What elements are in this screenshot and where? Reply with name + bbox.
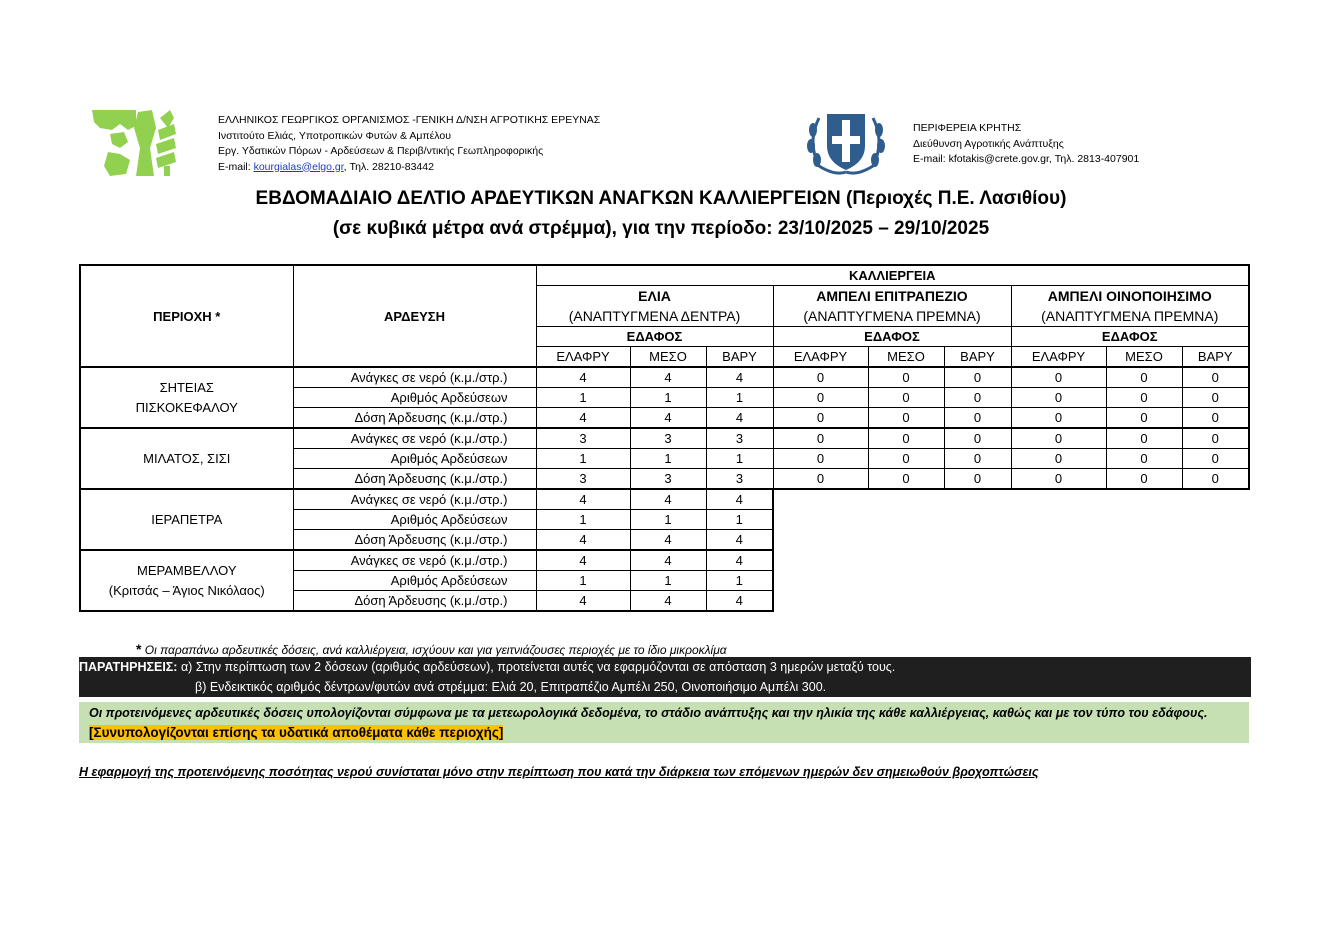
value-cell: 4 — [706, 530, 773, 551]
value-cell: 4 — [630, 530, 706, 551]
value-cell: 0 — [1182, 408, 1249, 429]
crop-name: ΕΛΙΑ — [536, 286, 773, 307]
soil-type: ΕΛΑΦΡΥ — [773, 347, 868, 368]
soil-type: ΜΕΣΟ — [868, 347, 944, 368]
value-cell: 1 — [536, 510, 630, 530]
region-name-cell — [80, 550, 293, 611]
directorate-name: Διεύθυνση Αγροτικής Ανάπτυξης — [913, 137, 1064, 150]
region-contact: E-mail: kfotakis@crete.gov.gr, Τηλ. 2813-407901 — [913, 153, 1140, 165]
value-cell: 0 — [1106, 367, 1182, 388]
region-subname: (Κριτσάς – Άγιος Νικόλαος) — [108, 582, 265, 598]
soil-type: ΒΑΡΥ — [944, 347, 1011, 368]
soil-label: ΕΔΑΦΟΣ — [536, 327, 773, 347]
soil-type: ΜΕΣΟ — [1106, 347, 1182, 368]
value-cell: 0 — [868, 367, 944, 388]
value-cell: 4 — [706, 591, 773, 612]
col-header-region: ΠΕΡΙΟΧΗ * — [80, 265, 293, 367]
row-label: Ανάγκες σε νερό (κ.μ./στρ.) — [293, 367, 536, 388]
value-cell: 4 — [536, 408, 630, 429]
elgo-logo — [90, 108, 182, 178]
note-a: α) Στην περίπτωση των 2 δόσεων (αριθμός αρδεύσεων), προτείνεται αυτές να εφαρμόζονται σε απόσταση 3 ημερών μεταξύ τους. — [177, 660, 896, 674]
value-cell: 0 — [944, 388, 1011, 408]
footnote — [136, 641, 727, 657]
value-cell: 4 — [630, 591, 706, 612]
value-cell: 1 — [706, 388, 773, 408]
footnote-text: Οι παραπάνω αρδευτικές δόσεις, ανά καλλιέργεια, ισχύουν και για γειτνιάζουσες περιοχές με το ίδιο μικροκλίμα — [141, 643, 727, 657]
soil-type: ΒΑΡΥ — [706, 347, 773, 368]
value-cell: 1 — [536, 449, 630, 469]
crop-subtitle: (ΑΝΑΠΤΥΓΜΕΝΑ ΔΕΝΤΡΑ) — [536, 306, 773, 327]
region-name: ΜΕΡΑΜΒΕΛΛΟΥ — [136, 562, 237, 578]
value-cell: 0 — [868, 428, 944, 449]
crop-name: ΑΜΠΕΛΙ ΕΠΙΤΡΑΠΕΖΙΟ — [773, 286, 1011, 307]
value-cell: 0 — [944, 367, 1011, 388]
value-cell: 0 — [1106, 408, 1182, 429]
region-rows — [80, 367, 1249, 611]
value-cell: 0 — [944, 408, 1011, 429]
value-cell: 4 — [706, 489, 773, 510]
info-box — [79, 702, 1249, 743]
soil-label: ΕΔΑΦΟΣ — [1011, 327, 1249, 347]
value-cell: 4 — [706, 367, 773, 388]
value-cell: 4 — [536, 591, 630, 612]
header-row-1 — [80, 265, 1249, 286]
region-name: ΠΕΡΙΦΕΡΕΙΑ ΚΡΗΤΗΣ — [913, 122, 1022, 134]
value-cell: 1 — [536, 388, 630, 408]
contact-line — [218, 160, 600, 176]
value-cell: 3 — [706, 469, 773, 490]
row-label: Δόση Άρδευσης (κ.μ./στρ.) — [293, 530, 536, 551]
crop-subtitle: (ΑΝΑΠΤΥΓΜΕΝΑ ΠΡΕΜΝΑ) — [773, 306, 1011, 327]
value-cell: 0 — [1011, 449, 1106, 469]
value-cell: 1 — [630, 571, 706, 591]
region-name: ΣΗΤΕΙΑΣ — [159, 379, 214, 395]
table-row — [80, 550, 1249, 571]
col-header-crops: ΚΑΛΛΙΕΡΓΕΙΑ — [536, 265, 1249, 286]
page-title: ΕΒΔΟΜΑΔΙΑΙΟ ΔΕΛΤΙΟ ΑΡΔΕΥΤΙΚΩΝ ΑΝΑΓΚΩΝ ΚΑΛΛΙΕΡΓΕΙΩΝ (Περιοχές Π.Ε. Λασιθίου) — [255, 188, 1067, 209]
notes-box — [79, 657, 1251, 697]
irrigation-table — [79, 264, 1250, 612]
region-subname: ΠΙΣΚΟΚΕΦΑΛΟΥ — [135, 399, 238, 415]
institute-name: Ινστιτούτο Ελιάς, Υποτροπικών Φυτών & Αμπέλου — [218, 129, 451, 142]
value-cell: 1 — [630, 449, 706, 469]
row-label: Δόση Άρδευσης (κ.μ./στρ.) — [293, 408, 536, 429]
info-highlight: [Συνυπολογίζονται επίσης τα υδατικά αποθέματα κάθε περιοχής] — [89, 725, 504, 740]
value-cell: 0 — [1106, 388, 1182, 408]
header-left-text — [218, 113, 600, 175]
value-cell: 1 — [706, 510, 773, 530]
note-b: β) Ενδεικτικός αριθμός δέντρων/φυτών ανά στρέμμα: Ελιά 20, Επιτραπέζιο Αμπέλι 250, Οινοποιήσιμο Αμπέλι 300. — [195, 680, 827, 694]
col-header-irrigation: ΑΡΔΕΥΣΗ — [293, 265, 536, 367]
region-name-cell — [80, 489, 293, 550]
value-cell: 1 — [630, 510, 706, 530]
soil-label: ΕΔΑΦΟΣ — [773, 327, 1011, 347]
value-cell: 0 — [1106, 428, 1182, 449]
table-row — [80, 489, 1249, 510]
value-cell: 4 — [706, 550, 773, 571]
email-prefix: E-mail: — [218, 160, 254, 173]
value-cell: 0 — [773, 449, 868, 469]
value-cell: 4 — [536, 367, 630, 388]
region-name-cell — [80, 428, 293, 489]
value-cell: 3 — [630, 469, 706, 490]
value-cell: 0 — [1011, 408, 1106, 429]
value-cell: 0 — [1011, 428, 1106, 449]
value-cell: 0 — [1106, 469, 1182, 490]
lab-name: Εργ. Υδατικών Πόρων - Αρδεύσεων & Περιβ/ντικής Γεωπληροφορικής — [218, 145, 544, 157]
soil-type: ΜΕΣΟ — [630, 347, 706, 368]
region-name-cell — [80, 367, 293, 428]
row-label: Ανάγκες σε νερό (κ.μ./στρ.) — [293, 428, 536, 449]
rain-disclaimer: Η εφαρμογή της προτεινόμενης ποσότητας νερού συνίσταται μόνο στην περίπτωση που κατά την διάρκεια των επόμενων ημερών δεν σημειωθούν βροχοπτώσεις — [79, 765, 1039, 779]
value-cell: 1 — [536, 571, 630, 591]
row-label: Αριθμός Αρδεύσεων — [293, 388, 536, 408]
value-cell: 4 — [536, 550, 630, 571]
phone-text: , Τηλ. 28210-83442 — [343, 160, 434, 173]
table-row — [80, 367, 1249, 388]
value-cell: 0 — [868, 449, 944, 469]
value-cell: 0 — [1182, 428, 1249, 449]
region-name: ΙΕΡΑΠΕΤΡΑ — [151, 511, 223, 527]
value-cell: 4 — [630, 367, 706, 388]
row-label: Αριθμός Αρδεύσεων — [293, 449, 536, 469]
row-label: Δόση Άρδευσης (κ.μ./στρ.) — [293, 469, 536, 490]
value-cell: 4 — [706, 408, 773, 429]
crop-subtitle: (ΑΝΑΠΤΥΓΜΕΝΑ ΠΡΕΜΝΑ) — [1011, 306, 1249, 327]
value-cell: 0 — [773, 469, 868, 490]
value-cell: 4 — [630, 408, 706, 429]
row-label: Ανάγκες σε νερό (κ.μ./στρ.) — [293, 550, 536, 571]
table-row — [80, 428, 1249, 449]
value-cell: 1 — [706, 571, 773, 591]
value-cell: 0 — [773, 408, 868, 429]
soil-type: ΕΛΑΦΡΥ — [536, 347, 630, 368]
value-cell: 3 — [536, 469, 630, 490]
value-cell: 0 — [1011, 388, 1106, 408]
email-link[interactable]: kourgialas@elgo.gr — [253, 160, 344, 173]
soil-type: ΕΛΑΦΡΥ — [1011, 347, 1106, 368]
value-cell: 0 — [1182, 469, 1249, 490]
row-label: Αριθμός Αρδεύσεων — [293, 571, 536, 591]
value-cell: 0 — [1011, 367, 1106, 388]
notes-label: ΠΑΡΑΤΗΡΗΣΕΙΣ: — [79, 660, 178, 674]
value-cell: 0 — [944, 428, 1011, 449]
value-cell: 0 — [773, 428, 868, 449]
value-cell: 4 — [630, 550, 706, 571]
value-cell: 4 — [630, 489, 706, 510]
value-cell: 0 — [773, 367, 868, 388]
value-cell: 0 — [944, 449, 1011, 469]
footnote-star: * — [136, 641, 142, 657]
value-cell: 1 — [630, 388, 706, 408]
note-a-line — [79, 660, 895, 674]
row-label: Ανάγκες σε νερό (κ.μ./στρ.) — [293, 489, 536, 510]
value-cell: 3 — [630, 428, 706, 449]
value-cell: 0 — [868, 469, 944, 490]
value-cell: 3 — [536, 428, 630, 449]
row-label: Αριθμός Αρδεύσεων — [293, 510, 536, 530]
value-cell: 0 — [868, 388, 944, 408]
value-cell: 0 — [1182, 367, 1249, 388]
region-name: ΜΙΛΑΤΟΣ, ΣΙΣΙ — [143, 450, 231, 466]
greek-emblem-logo — [805, 108, 887, 176]
crop-name: ΑΜΠΕΛΙ ΟΙΝΟΠΟΙΗΣΙΜΟ — [1011, 286, 1249, 307]
value-cell: 4 — [536, 489, 630, 510]
header-right-text — [913, 121, 1139, 168]
value-cell: 0 — [944, 469, 1011, 490]
value-cell: 0 — [1011, 469, 1106, 490]
info-text: Οι προτεινόμενες αρδευτικές δόσεις υπολογίζονται σύμφωνα με τα μετεωρολογικά δεδομένα, το στάδιο ανάπτυξης και την ηλικία της κάθε καλλιέργειας, καθώς και με τον τύπο του εδάφους. — [89, 706, 1208, 720]
value-cell: 1 — [706, 449, 773, 469]
value-cell: 0 — [1106, 449, 1182, 469]
value-cell: 0 — [1182, 449, 1249, 469]
value-cell: 3 — [706, 428, 773, 449]
value-cell: 4 — [536, 530, 630, 551]
value-cell: 0 — [773, 388, 868, 408]
value-cell: 0 — [868, 408, 944, 429]
info-paragraph — [89, 703, 1245, 743]
page-subtitle: (σε κυβικά μέτρα ανά στρέμμα), για την περίοδο: 23/10/2025 – 29/10/2025 — [332, 218, 990, 239]
org-name: ΕΛΛΗΝΙΚΟΣ ΓΕΩΡΓΙΚΟΣ ΟΡΓΑΝΙΣΜΟΣ -ΓΕΝΙΚΗ Δ/ΝΣΗ ΑΓΡΟΤΙΚΗΣ ΕΡΕΥΝΑΣ — [218, 114, 601, 126]
soil-type: ΒΑΡΥ — [1182, 347, 1249, 368]
row-label: Δόση Άρδευσης (κ.μ./στρ.) — [293, 591, 536, 612]
value-cell: 0 — [1182, 388, 1249, 408]
